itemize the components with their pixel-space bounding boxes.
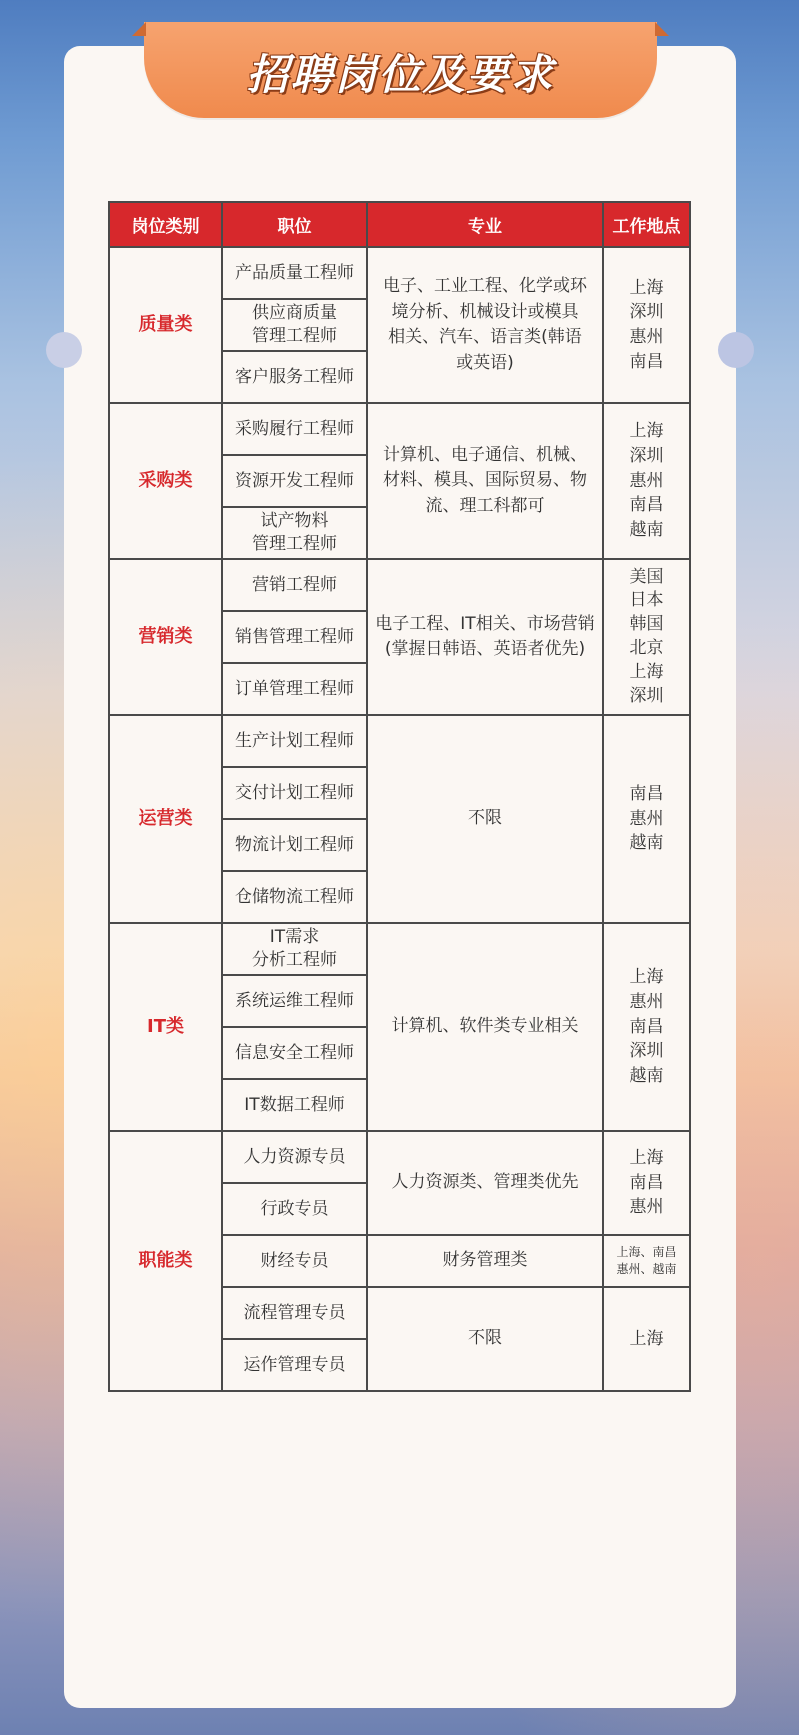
location-cell: 上海 深圳 惠州 南昌 越南 — [603, 403, 690, 559]
header-major: 专业 — [367, 202, 603, 247]
position-cell: 供应商质量 管理工程师 — [222, 299, 367, 351]
page-title: 招聘岗位及要求 — [246, 50, 555, 99]
location-cell: 上海 南昌 惠州 — [603, 1131, 690, 1235]
header-location: 工作地点 — [603, 202, 690, 247]
table-header-row — [109, 202, 690, 247]
header-category: 岗位类别 — [109, 202, 222, 247]
position-cell: 物流计划工程师 — [222, 819, 367, 871]
major-cell: 电子、工业工程、化学或环 境分析、机械设计或模具 相关、汽车、语言类(韩语 或英语) — [367, 247, 603, 403]
position-cell: IT需求 分析工程师 — [222, 923, 367, 975]
category-operations: 运营类 — [109, 715, 222, 923]
location-cell: 南昌 惠州 越南 — [603, 715, 690, 923]
position-cell: 财经专员 — [222, 1235, 367, 1287]
position-cell: 系统运维工程师 — [222, 975, 367, 1027]
location-cell: 美国 日本 韩国 北京 上海 深圳 — [603, 559, 690, 715]
location-cell: 上海 深圳 惠州 南昌 — [603, 247, 690, 403]
jobs-table — [108, 201, 691, 1392]
content-card — [64, 46, 736, 1708]
table-row — [109, 559, 690, 611]
major-cell: 计算机、软件类专业相关 — [367, 923, 603, 1131]
position-cell: 订单管理工程师 — [222, 663, 367, 715]
title-banner — [144, 22, 657, 118]
position-cell: 客户服务工程师 — [222, 351, 367, 403]
location-cell: 上海、南昌 惠州、越南 — [603, 1235, 690, 1287]
table-row — [109, 715, 690, 767]
category-purchase: 采购类 — [109, 403, 222, 559]
table-row — [109, 1131, 690, 1183]
position-cell: 销售管理工程师 — [222, 611, 367, 663]
card-notch-left — [46, 332, 82, 368]
major-cell: 人力资源类、管理类优先 — [367, 1131, 603, 1235]
position-cell: 产品质量工程师 — [222, 247, 367, 299]
category-it: IT类 — [109, 923, 222, 1131]
position-cell: 交付计划工程师 — [222, 767, 367, 819]
position-cell: 试产物料 管理工程师 — [222, 507, 367, 559]
position-cell: 采购履行工程师 — [222, 403, 367, 455]
position-cell: 运作管理专员 — [222, 1339, 367, 1391]
category-functional: 职能类 — [109, 1131, 222, 1391]
position-cell: 流程管理专员 — [222, 1287, 367, 1339]
card-notch-right — [718, 332, 754, 368]
major-cell: 电子工程、IT相关、市场营销 (掌握日韩语、英语者优先) — [367, 559, 603, 715]
position-cell: 信息安全工程师 — [222, 1027, 367, 1079]
position-cell: 营销工程师 — [222, 559, 367, 611]
table-row — [109, 923, 690, 975]
location-cell: 上海 惠州 南昌 深圳 越南 — [603, 923, 690, 1131]
category-marketing: 营销类 — [109, 559, 222, 715]
position-cell: IT数据工程师 — [222, 1079, 367, 1131]
major-cell: 财务管理类 — [367, 1235, 603, 1287]
position-cell: 资源开发工程师 — [222, 455, 367, 507]
position-cell: 仓储物流工程师 — [222, 871, 367, 923]
position-cell: 行政专员 — [222, 1183, 367, 1235]
location-cell: 上海 — [603, 1287, 690, 1391]
major-cell: 不限 — [367, 715, 603, 923]
position-cell: 人力资源专员 — [222, 1131, 367, 1183]
major-cell: 不限 — [367, 1287, 603, 1391]
header-position: 职位 — [222, 202, 367, 247]
category-quality: 质量类 — [109, 247, 222, 403]
position-cell: 生产计划工程师 — [222, 715, 367, 767]
table-row — [109, 403, 690, 455]
major-cell: 计算机、电子通信、机械、 材料、模具、国际贸易、物 流、理工科都可 — [367, 403, 603, 559]
table-row — [109, 247, 690, 299]
